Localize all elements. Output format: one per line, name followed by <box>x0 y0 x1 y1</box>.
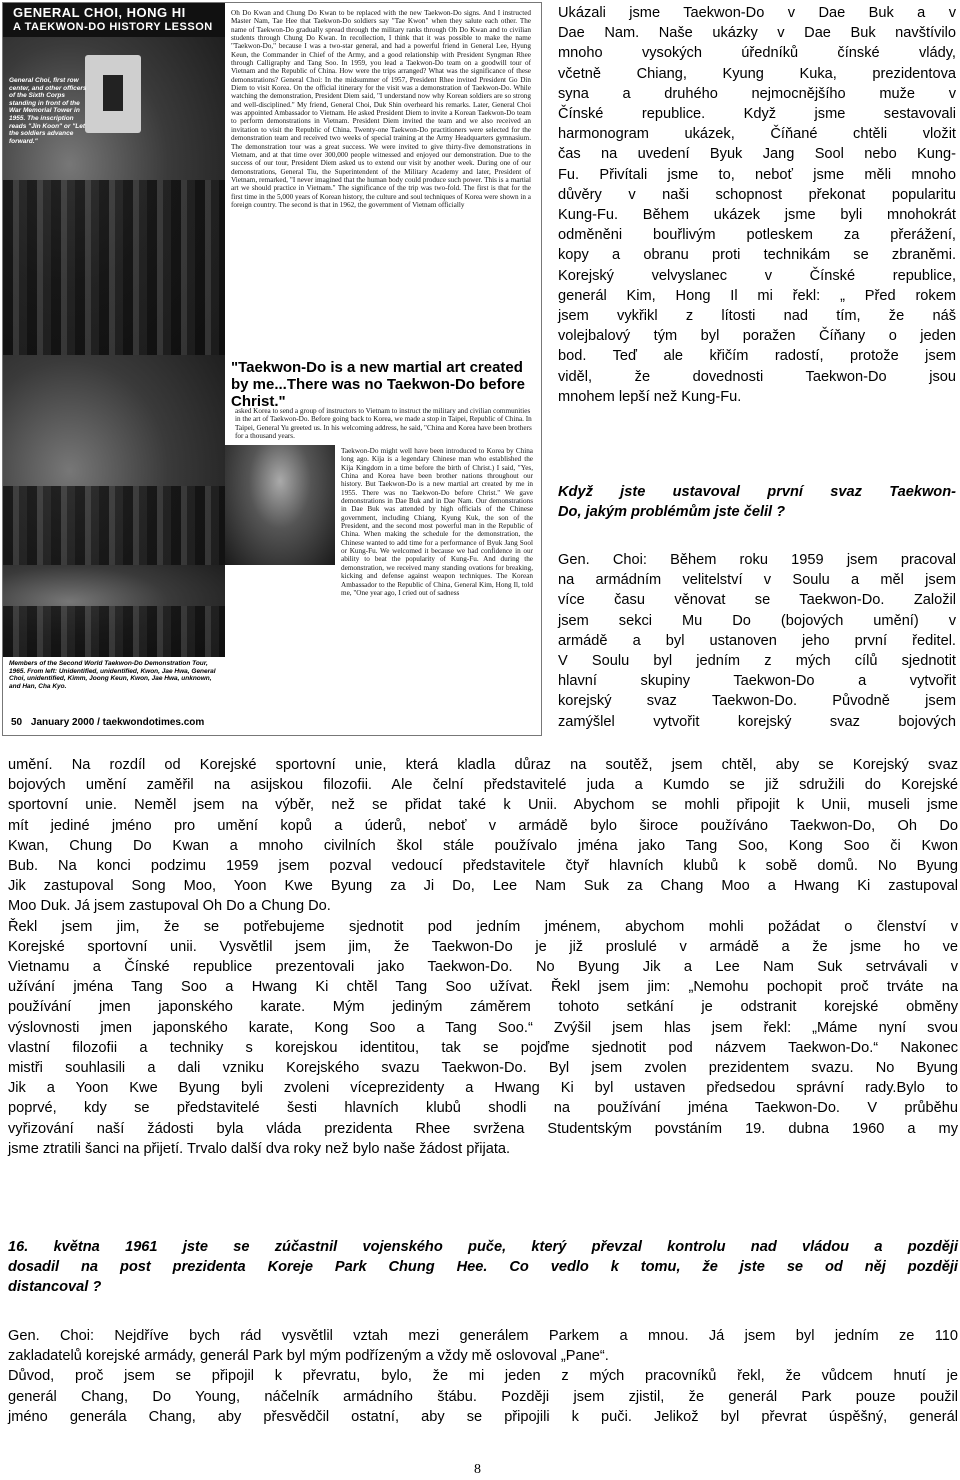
photo-war-memorial <box>3 37 225 355</box>
text-line: Korejský velvyslanec v Čínské republice, <box>558 267 956 284</box>
text-line: kopy a obranu proti technikám se zbraněmi. <box>558 247 956 264</box>
text-line: výslovnosti jmen japonského karate, Kong Soo a Tang Soo.“ Zvýšil jsem hlas jsem řekl: „Máme nyní svou <box>8 1019 958 1036</box>
text-line: Gen. Choi: Během roku 1959 jsem pracoval <box>558 552 956 568</box>
text-line: sportovní unie. Neměl jsem na výběr, než se přidat také k Unii. Abychom se mohli připojit k Unii, museli jsme <box>8 797 958 814</box>
text-line: Bub. Na konci podzimu 1959 jsem pozval vedoucí představitele čtyř hlavních klubů k sobě domů. No Byung <box>8 858 958 875</box>
text-line: Fu. Přivítali jsme to, neboť jsme měli mnoho <box>558 166 956 183</box>
text-line: umění. Na rozdíl od Korejské sportovní unie, která kladla důraz na soutěž, jsem chtěl, aby se Korejský svaz <box>8 757 958 773</box>
question-military-coup <box>8 1237 958 1298</box>
text-line: jsme ztratili šanci na přijetí. Trvalo další dva roky než bylo naše žádost přijata. <box>8 1140 511 1157</box>
caption-war-memorial: General Choi, first row center, and other officers of the Sixth Corps standing in front of the War Memorial Tower in 1955. The inscription reads "Jin Koon" or "Let the soldiers advance forward." <box>9 77 87 145</box>
scan-footer <box>11 717 204 728</box>
text-line: syna a druhého nejmocnějšího muže v <box>558 85 956 102</box>
question-first-federation <box>558 482 956 522</box>
text-line: Čínské republice. Když jsme sestavovali <box>558 106 956 123</box>
page-number: 8 <box>474 1462 481 1477</box>
text-line: Jik zastupoval Song Moo, Yoon Kwe Byung za Ji Do, Lee Nam Suk za Chang Moo a Hwang Ki zastupoval <box>8 878 958 895</box>
text-line: hlavní skupiny Taekwon-Do a vytvořit <box>558 673 956 690</box>
text-line: Moo Duk. Já jsem zastupoval Oh Do a Chung Do. <box>8 898 331 915</box>
text-line: odměněni bouřlivým potleskem za přerážení, <box>558 227 956 244</box>
scan-header-title: GENERAL CHOI, HONG HI <box>13 5 186 20</box>
paragraph-answer-coup <box>8 1326 958 1427</box>
text-line: 16. května 1961 jste se zúčastnil vojenského puče, který převzal kontrolu nad vládou a později <box>8 1239 958 1255</box>
scan-article-text: Oh Do Kwan and Chung Do Kwan to be replaced with the new Taekwon-Do signs. And I instructed Master Nam, Tae Hee that Taekwon-Do soldiers say "Tae Kwon" when they salute each other. The name of Taekwon-Do gradually spread through the military ranks through Oh Do Kwan and to civilian students through Chung Do Kwan. In recollection, I think that it was possible to make the name "Taekwon-Do," because I was a two-star general, and had a powerful friend in General Lee, Hyung Keun, the Commander in Chief of the Army, and a good relationship with President Syngman Rhee through Calligraphy and Tang Soo. In 1959, you lead a Taekwon-Do team on a goodwill tour of Vietnam and the Republic of China. How were the trips arranged? What was the significance of these demonstrations? General Choi: In the midsummer of 1957, President Rhee invited President Go Din Diem to visit Korea. On the official itinerary for the visit was a demonstration of Taekwon-Do. While watching the demonstration, President Diem said, "I understand now why Korean soldiers are so strong and well-disciplined." My friend, General Choi, Duk Shin overheard his remarks. Later, General Choi was appointed Ambassador to Vietnam. He asked President Diem to invite a Korean Taekwon-Do team to perform demonstrations in Vietnam. President Diem invited the team and we also received an invitation to visit the Republic of China. Twenty-one Taekwon-Do practitioners were selected for the demonstration team and received two weeks of special training at the Army Headquarters gymnasium. The demonstration tour was a great success. We were invited to give thirty-five demonstrations in Vietnam, and at that time over 300,000 people witnessed and enjoyed our demonstration. Due to the success of our tour, President Diem asked us to extend our visit by another week. During one of our demonstrations, General Tiu, the Superintendent of the Military Academy and later, President of Vietnam, remarked, "I never imagined that the human body could produce such power. This is a martial art we should practice in Vietnam." The significance of the trip was two-fold. The first is that for the first time in the 5,000 years of Korean history, the culture and soul techniques of Korea were shown in a foreign country. The second is that in 1962, the government of Vietnam officially <box>231 9 531 209</box>
scan-footer-page: 50 <box>11 717 23 728</box>
text-line: Ukázali jsme Taekwon-Do v Dae Buk a v <box>558 5 956 21</box>
text-line: bod. Teď ale křičím radostí, protože jsem <box>558 348 956 365</box>
text-line: zakladatelů korejské armády, generál Park byl mým podřízeným a vždy mě oslovoval „Pane“. <box>8 1348 609 1365</box>
magazine-scan-image <box>2 2 542 736</box>
text-line: včetně Chiang, Kyung Kuka, prezidentova <box>558 65 956 82</box>
caption-demonstration-team: Members of the Second World Taekwon-Do Demonstration Tour, 1965. From left: Unidentified, unidentified, Kwon, Jae Hwa, General Choi, unidentified, Kimm, Joong Keun, Kwon, Jae Hwa, unknown, and Han, Cha Kyo. <box>9 660 216 690</box>
text-line: mistři souhlasili a dali vzniku Korejského svazu Taekwon-Do. Byl jsem zvolen prezidentem svazu. No Byung <box>8 1060 958 1077</box>
photo-general-portrait <box>225 445 335 565</box>
scan-article-text-2: asked Korea to send a group of instructors to Vietnam to instruct the military and civilian communities in the art of Taekwon-Do. Before going back to Korea, we made a stop in Taipei, Republic of China. In Taipei, General Yu greeted us. In his welcoming address, he said, "China and Korea have been brothers for a thousand years. <box>235 407 532 441</box>
text-line: Dae Nam. Naše ukázky v Dae Buk navštívilo <box>558 25 956 42</box>
text-line: jsem vykřikl z lítosti nad tím, že náš <box>558 308 956 325</box>
text-line: jméno generála Chang, aby přesvědčil ostatní, aby se připojili k puči. Jelikož byl převrat úspěšný, generál <box>8 1408 958 1425</box>
text-line: vyřizování naší žádosti byla vláda prezidenta Rhee svržena Studentským povstáním 19. dubna 1960 a my <box>8 1120 958 1137</box>
paragraph-answer-federation <box>558 550 956 732</box>
text-line: V Soulu byl jedním z mých cílů sjednotit <box>558 653 956 670</box>
scan-pull-quote: "Taekwon-Do is a new martial art created by me...There was no Taekwon-Do before Christ." <box>231 359 525 410</box>
text-line: na armádním velitelství v Soulu a měl jsem <box>558 572 956 589</box>
text-line: vlastní filozofii a techniky s korejskou identitou, tak se pojďme sjednotit pod názvem Taekwon-Do.“ Nakonec <box>8 1039 958 1056</box>
text-line: mnoho vysokých úředníků čínské vlády, <box>558 45 956 62</box>
text-line: armádě a byl ustanoven jeho první ředitel. <box>558 632 956 649</box>
text-line: generál Kim, Hong Il mi řekl: „ Před rokem <box>558 287 956 304</box>
text-line: viděl, že dovednosti Taekwon-Do jsou <box>558 368 956 385</box>
text-line: korejský svaz Taekwon-Do. Původně jsem <box>558 693 956 710</box>
scan-article-text-3: Taekwon-Do might well have been introduced to Korea by China long ago. Kija is a legendary Chinese man who established the Kija Kingdom in a time before the birth of Christ.) I said, "Yes, China and Korea have been brother nations throughout our history. But Taekwon-Do is a new martial art created by me in 1955. There was no Taekwon-Do before Christ." We gave demonstrations in Dae Buk and in Dae Nam. Our demonstrations in Dae Buk was attended by high officials of the Chinese government, including Chiang, Kyung Kuk, the son of the President, and the second most powerful man in the Republic of China. When making the schedule for the demonstration, the Chinese wanted to add time for a performance of Byuk Jang Sool or Kung-Fu. We welcomed it because we had confidence in our ability to beat the popularity of Kung-Fu. And during the demonstration, we received many standing ovations for breaking, kicking and defense against weapon techniques. The Korean Ambassador to the Republic of China, General Kim, Hong Il, told me, "One year ago, I cried out of sadness <box>341 447 533 597</box>
text-line: poprvé, kdy se představitelé šesti hlavních klubů shodli na používání jména Taekwon-Do. V průběhu <box>8 1100 958 1117</box>
text-line: Kwan, Chung Do Kwan a mnoho civilních škol stále používalo jména jako Tang Soo, Kong Soo či Kwon <box>8 837 958 854</box>
text-line: distancoval ? <box>8 1279 102 1296</box>
text-line: Důvod, proč jsem se připojil k převratu, bylo, že mi jeden z mých pracovníků řekl, že vůdcem hnutí je <box>8 1368 958 1385</box>
text-line: Řekl jsem jim, že se potřebujeme sjednotit pod jedním jménem, abychom mohli požádat o členství v <box>8 918 958 935</box>
text-line: čas na uvedení Byuk Jang Sool nebo Kung- <box>558 146 956 163</box>
photo-demonstration-team <box>3 565 225 657</box>
text-line: Gen. Choi: Nejdříve bych rád vysvětlil vztah mezi generálem Parkem a mnou. Já jsem byl jedním ze 110 <box>8 1328 958 1344</box>
text-line: jsem sekci Mu Do (bojových umění) v <box>558 612 956 629</box>
text-line: užívání jména Tang Soo a Hwang Ki chtěl Tang Soo užívat. Řekl jsem jim: „Nemohu pochopit proč trváte na <box>8 979 958 996</box>
text-line: harmonogram ukázek, Číňané chtěli vložit <box>558 126 956 143</box>
text-line: mnohem lepší než Kung-Fu. <box>558 388 742 405</box>
text-line: zamýšlel vytvořit korejský svaz bojových <box>558 713 956 730</box>
text-line: důvěry v naši schopnost překonat popularitu <box>558 186 956 203</box>
text-line: Kung-Fu. Během ukázek jsme byli mnohokrát <box>558 207 956 224</box>
scan-header <box>3 3 225 37</box>
text-line: dosadil na post prezidenta Koreje Park Chung Hee. Co vedlo k tomu, že jste se od něj později <box>8 1259 958 1276</box>
text-line: Když jste ustavoval první svaz Taekwon- <box>558 484 956 500</box>
scan-header-subtitle: A TAEKWON-DO HISTORY LESSON <box>13 21 213 33</box>
text-line: mít jediné jméno pro umění kopů a úderů, neboť v armádě bylo široce používáno Taekwon-Do, Oh Do <box>8 817 958 834</box>
text-line: používání jmen japonského karate. Mým jediným záměrem tohoto setkání je odstranit korejské obměny <box>8 999 958 1016</box>
paragraph-demonstrations <box>558 3 956 407</box>
scan-footer-text: January 2000 / taekwondotimes.com <box>30 717 205 728</box>
text-line: Vietnamu a Čínské republice prezentovali jako Taekwon-Do. No Byung Jik a Lee Nam Suk setrvávali v <box>8 959 958 976</box>
text-line: Do, jakým problémům jste čelil ? <box>558 504 786 521</box>
paragraph-federation-continued <box>8 755 958 1159</box>
text-line: Jik a Yoon Kwe Byung byli zvoleni víceprezidenty a Hwang Ki byl ustaven předsedou správní rady.Bylo to <box>8 1080 958 1097</box>
text-line: více času věnovat se Taekwon-Do. Založil <box>558 592 956 609</box>
scan-bottom-caption-area <box>3 657 225 736</box>
text-line: Korejské sportovní unii. Vysvětlil jsem jim, že Taekwon-Do je již proslulé v armádě a že jsme ho ve <box>8 938 958 955</box>
text-line: bojových umění zaměřil na asijskou filozofii. Ale čelní představitelé juda a Kumdo se již sdružili do Korejské <box>8 777 958 794</box>
text-line: generál Chang, Do Young, náčelník armádního štábu. Později jsem zjistil, že generál Park pouze použil <box>8 1388 958 1405</box>
text-line: volejbalový tým byl poražen Číňany o jeden <box>558 328 956 345</box>
